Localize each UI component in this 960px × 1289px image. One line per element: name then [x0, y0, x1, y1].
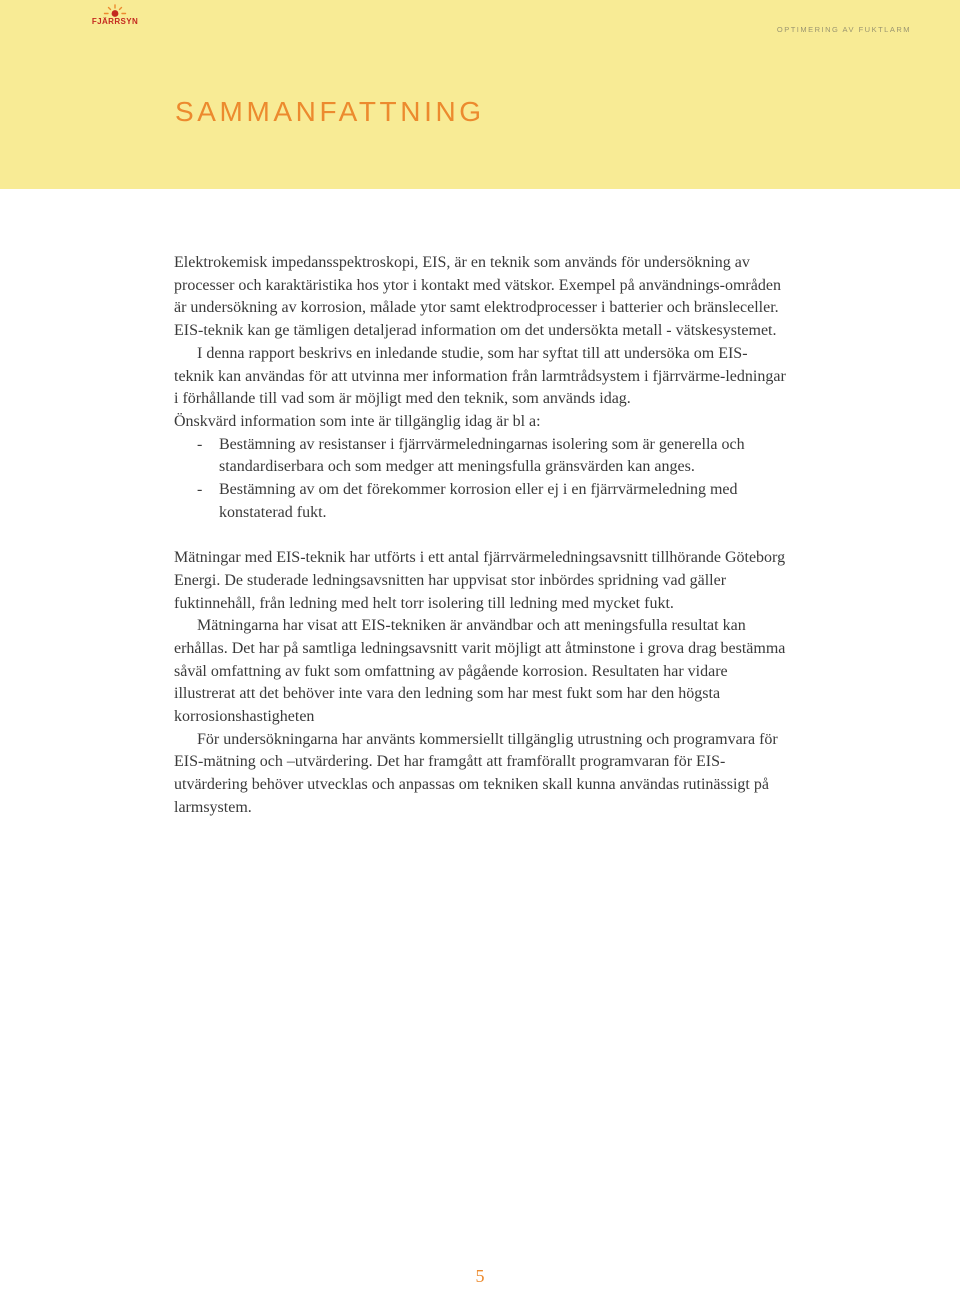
paragraph-measurements: Mätningar med EIS-teknik har utförts i ett antal fjärrvärmeledningsavsnitt tillhörande Göteborg Energi. De studerade ledningsavsnitten har uppvisat stor inbördes spridning vad gäller fuktinnehåll, från ledning med helt torr isolering till ledning med mycket fukt.	[174, 549, 786, 612]
paragraph-wanted-info: Önskvärd information som inte är tillgänglig idag är bl a:	[174, 412, 541, 430]
running-head: OPTIMERING AV FUKTLARM	[776, 25, 911, 34]
paragraph-results: Mätningarna har visat att EIS-tekniken är användbar och att meningsfulla resultat kan erhållas. Det har på samtliga ledningsavsnitt varit möjligt att åtminstone i grova drag bestämma såväl omfattning av fukt som omfattning av pågående korrosion. Resultaten har vidare illustrerat att det behöver inte vara den ledning som har mest fukt som har den högsta korrosionshastigheten	[174, 617, 786, 726]
list-dash: -	[197, 481, 203, 499]
logo	[88, 4, 142, 30]
page-title: SAMMANFATTNING	[175, 96, 485, 127]
paragraph-software: För undersökningarna har använts kommersiellt tillgänglig utrustning och programvara för EIS-mätning och –utvärdering. Det har framgått att framförallt programvaran för EIS-utvärdering behöver utvecklas och anpassas om tekniken skall kunna användas rutinässigt på larmsystem.	[174, 730, 778, 816]
list-item-text: Bestämning av resistanser i fjärrvärmeledningarnas isolering som är generella och standardiserbara och som medger att meningsfulla gränsvärden kan anges.	[219, 435, 745, 476]
list-dash: -	[197, 435, 203, 453]
wanted-info-list	[174, 434, 786, 525]
brand-name: FJÄRRSYN	[91, 17, 139, 26]
list-item	[174, 479, 786, 524]
page-number: 5	[475, 1266, 485, 1286]
summary-body	[174, 252, 786, 820]
paragraph-study: I denna rapport beskrivs en inledande studie, som har syftat till att undersöka om EIS-teknik kan användas för att utvinna mer information från larmtrådsystem i fjärrvärme-ledningar i förhållande till vad som är möjligt med den teknik, som används idag.	[174, 344, 786, 408]
list-item-text: Bestämning av om det förekommer korrosion eller ej i en fjärrvärmeledning med konstaterad fukt.	[219, 481, 738, 521]
list-item	[174, 434, 786, 479]
paragraph-intro: Elektrokemisk impedansspektroskopi, EIS, är en teknik som används för undersökning av processer och karaktäristika hos ytor i kontakt med vätskor. Exempel på användnings-områden är undersökning av korrosion, målade ytor samt elektrodprocesser i batterier och bränsleceller. EIS-teknik kan ge tämligen detaljerad information om det undersökta metall - vätskesystemet.	[174, 254, 781, 340]
